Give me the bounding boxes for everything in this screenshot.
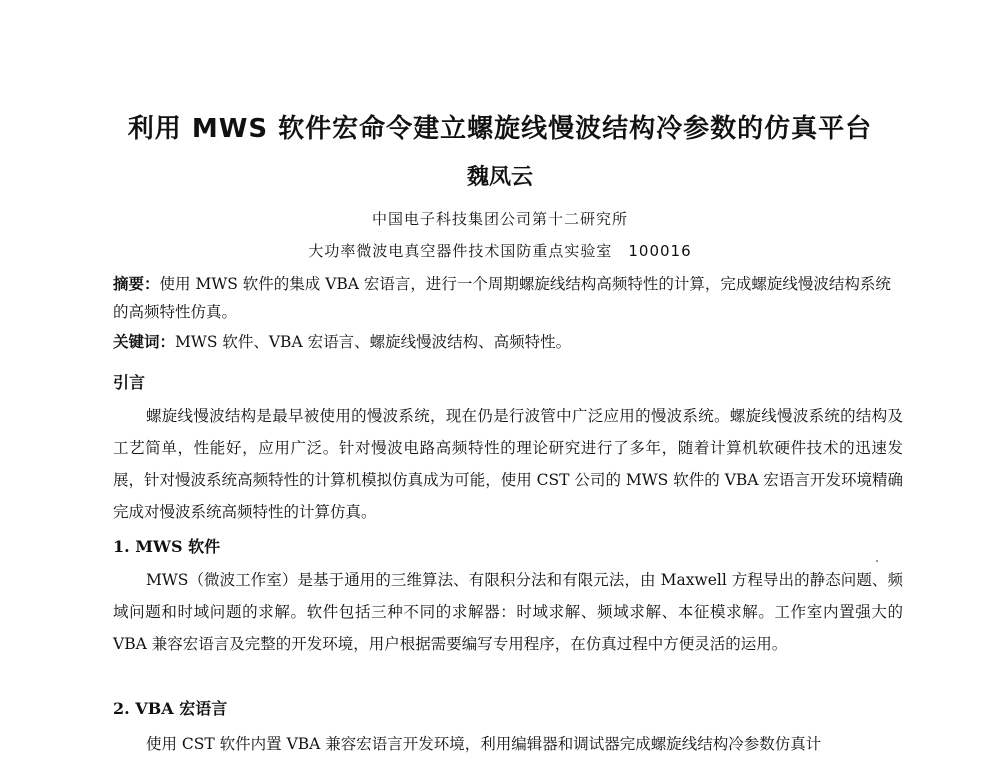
keywords-text: MWS 软件、VBA 宏语言、螺旋线慢波结构、高频特性。 xyxy=(175,333,572,351)
author-name: 魏凤云 xyxy=(466,165,533,190)
mws-paragraph: MWS（微波工作室）是基于通用的三维算法、有限积分法和有限元法，由 Maxwell 方程导出的静态问题、频域问题和时域问题的求解。软件包括三种不同的求解器：时域求解、频域求解、本征模求解。工作室内置强大的 VBA 兼容宏语言及完整的开发环境，用户根据需要编写专用程序，在仿真过程中方便灵活的运用。 xyxy=(113,571,903,653)
paper-title: 利用 MWS 软件宏命令建立螺旋线慢波结构冷参数的仿真平台 xyxy=(127,114,873,144)
abstract-label: 摘要： xyxy=(113,274,160,293)
intro-paragraph: 螺旋线慢波结构是最早被使用的慢波系统，现在仍是行波管中广泛应用的慢波系统。螺旋线慢波系统的结构及工艺简单，性能好，应用广泛。针对慢波电路高频特性的理论研究进行了多年，随着计算机软硬件技术的迅速发展，针对慢波系统高频特性的计算机模拟仿真成为可能，使用 CST 公司的 MWS 软件的 VBA 宏语言开发环境精确完成对慢波系统高频特性的计算仿真。 xyxy=(113,407,903,521)
keywords xyxy=(113,326,903,358)
section-heading-mws: 1. MWS 软件 xyxy=(113,537,221,556)
affiliation-line-1: 中国电子科技集团公司第十二研究所 xyxy=(371,210,628,228)
section-heading-vba: 2. VBA 宏语言 xyxy=(113,699,228,718)
scan-speck xyxy=(876,560,878,562)
section-heading-intro: 引言 xyxy=(113,373,146,392)
abstract xyxy=(113,270,903,326)
abstract-text: 使用 MWS 软件的集成 VBA 宏语言，进行一个周期螺旋线结构高频特性的计算，完成螺旋线慢波结构系统的高频特性仿真。 xyxy=(113,275,891,321)
vba-paragraph: 使用 CST 软件内置 VBA 兼容宏语言开发环境，利用编辑器和调试器完成螺旋线结构冷参数仿真计 xyxy=(146,735,822,753)
keywords-label: 关键词： xyxy=(113,332,176,351)
affiliation-line-2: 大功率微波电真空器件技术国防重点实验室 100016 xyxy=(308,242,692,260)
